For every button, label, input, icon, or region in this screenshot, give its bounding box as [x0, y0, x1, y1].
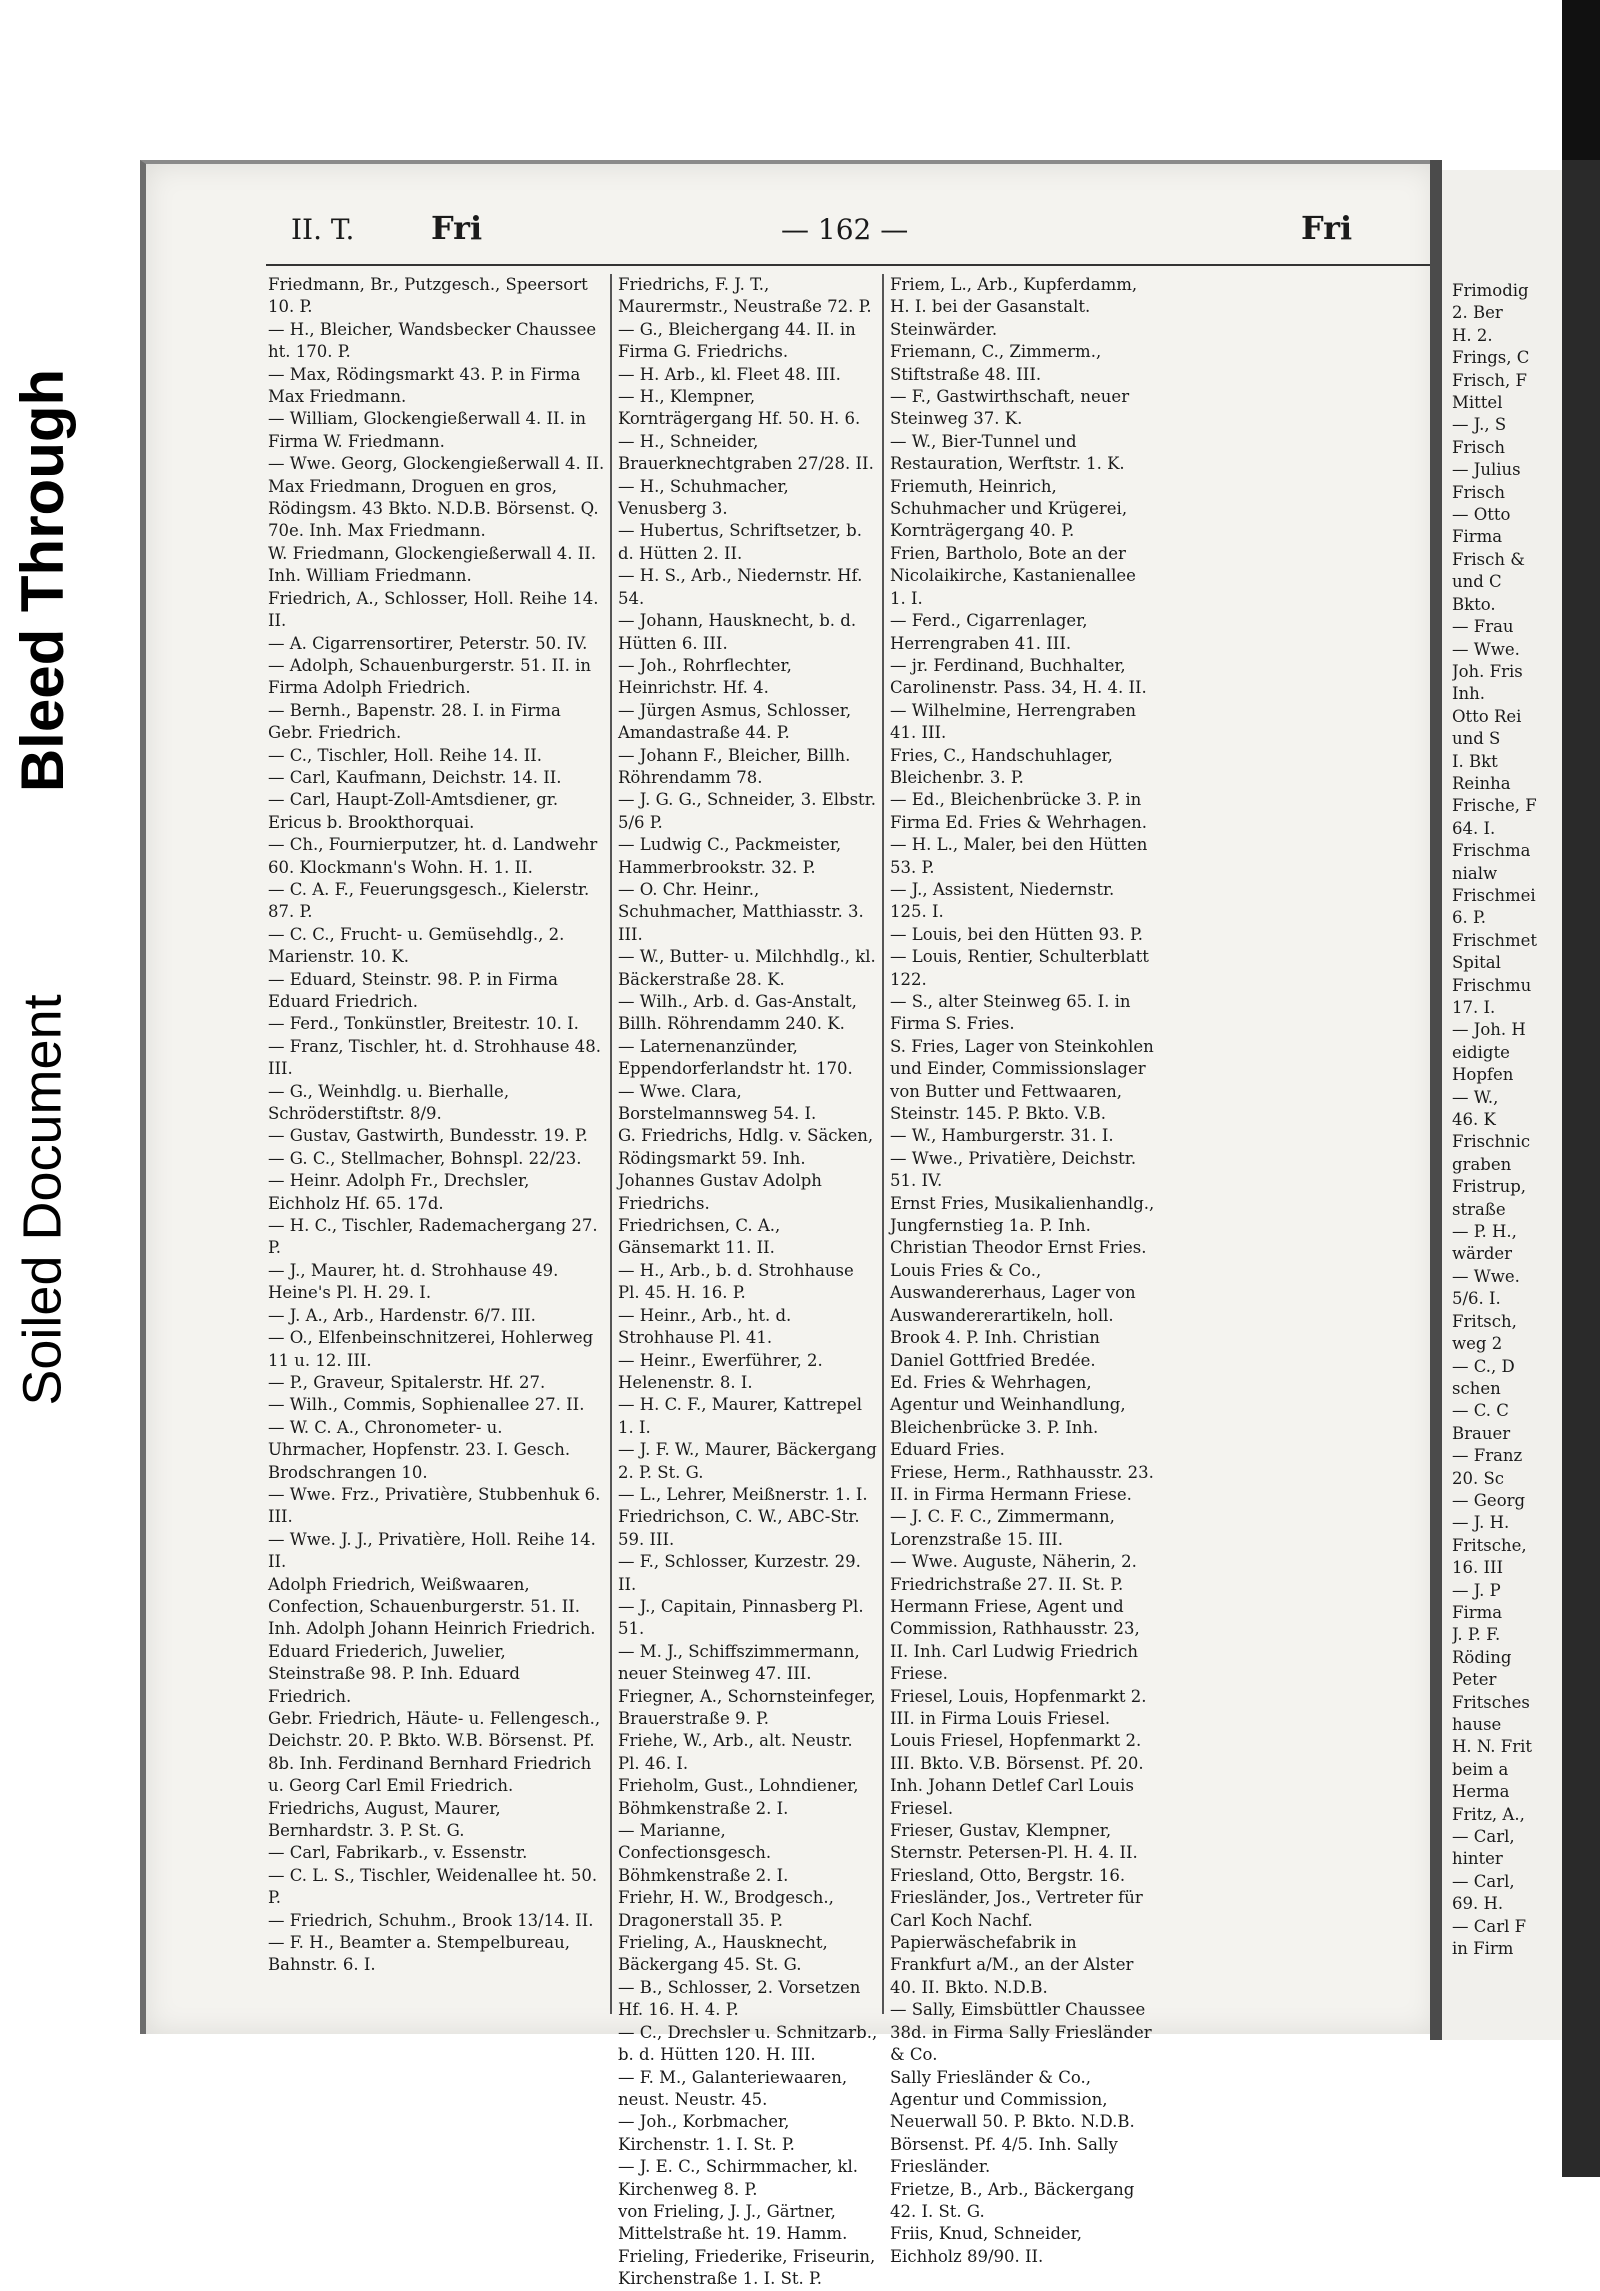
directory-entry: — William, Glockengießerwall 4. II. in Firma W. Friedmann.: [268, 409, 586, 451]
directory-entry: — J., Maurer, ht. d. Strohhause 49. Heine's Pl. H. 29. I.: [268, 1260, 559, 1303]
directory-entry: Frieling, Friederike, Friseurin, Kirchenstraße 1. I. St. P.: [618, 2246, 876, 2289]
directory-entry: und S: [1452, 729, 1501, 749]
directory-entry: — P., Graveur, Spitalerstr. Hf. 27.: [268, 1372, 546, 1392]
directory-entry: hause: [1452, 1715, 1502, 1734]
directory-entry: Peter: [1452, 1670, 1497, 1690]
directory-entry: Frisch, F: [1452, 370, 1527, 390]
directory-entry: Frien, Bartholo, Bote an der Nicolaikirche, Kastanienallee 1. I.: [890, 543, 1136, 608]
directory-entry: 20. Sc: [1452, 1468, 1505, 1488]
directory-entry: — O. Chr. Heinr., Schuhmacher, Matthiasstr. 3. III.: [618, 879, 864, 944]
binding-strip: [1562, 0, 1600, 2177]
directory-entry: H. 2.: [1452, 325, 1493, 345]
directory-entry: Frischmu: [1452, 975, 1532, 995]
directory-entry: — W., Bier-Tunnel und Restauration, Werftstr. 1. K.: [890, 431, 1125, 474]
directory-entry: — W. C. A., Chronometer- u. Uhrmacher, Hopfenstr. 23. I. Gesch. Brodschrangen 10.: [268, 1417, 571, 1482]
directory-entry: — Wwe., Privatière, Deichstr. 51. IV.: [890, 1148, 1137, 1191]
directory-entry: graben: [1452, 1154, 1512, 1174]
directory-entry: — Laternenanzünder, Eppendorferlandstr ht. 170.: [618, 1036, 853, 1079]
directory-entry: — Wwe. Clara, Borstelmannsweg 54. I.: [618, 1081, 817, 1124]
directory-entry: Frings, C: [1452, 348, 1530, 368]
directory-entry: — Wwe. Frz., Privatière, Stubbenhuk 6. III.: [268, 1484, 601, 1527]
directory-entry: Ed. Fries & Wehrhagen, Agentur und Weinhandlung, Bleichenbrücke 3. P. Inh. Eduard Fries.: [890, 1372, 1126, 1460]
directory-entry: — Carl, Haupt-Zoll-Amtsdiener, gr. Ericus b. Brookthorquai.: [268, 790, 559, 832]
directory-entry: — F. H., Beamter a. Stempelbureau, Bahnstr. 6. I.: [268, 1933, 570, 1975]
directory-entry: — F., Schlosser, Kurzestr. 29. II.: [618, 1552, 861, 1594]
directory-entry: — Carl,: [1452, 1871, 1515, 1891]
bleed-through-label: [8, 300, 78, 860]
directory-entry: — H., Arb., b. d. Strohhause Pl. 45. H. 16. P.: [618, 1260, 854, 1303]
column-4: [1452, 280, 1572, 1960]
directory-entry: I. Bkt: [1452, 751, 1498, 771]
directory-entry: — Wwe.: [1452, 639, 1520, 659]
directory-entry: — H., Schneider, Brauerknechtgraben 27/28. II.: [618, 431, 874, 474]
section-label-right: Fri: [1301, 209, 1353, 247]
directory-entry: H. N. Frit: [1452, 1737, 1532, 1757]
directory-entry: Friis, Knud, Schneider, Eichholz 89/90. II.: [890, 2224, 1082, 2266]
column-2: [618, 274, 878, 2291]
directory-entry: Reinha: [1452, 773, 1511, 793]
directory-entry: — Adolph, Schauenburgerstr. 51. II. in Firma Adolph Friedrich.: [268, 655, 592, 698]
column-1: [268, 274, 606, 1977]
directory-entry: Friedrichs, F. J. T., Maurermstr., Neustraße 72. P.: [618, 275, 872, 317]
directory-entry: — C., Tischler, Holl. Reihe 14. II.: [268, 745, 542, 765]
directory-entry: — Wwe. J. J., Privatière, Holl. Reihe 14. II.: [268, 1529, 596, 1572]
directory-entry: 69. H.: [1452, 1894, 1504, 1914]
directory-entry: weg 2: [1452, 1334, 1503, 1354]
directory-entry: — Franz, Tischler, ht. d. Strohhause 48. III.: [268, 1036, 601, 1079]
directory-entry: — Johann F., Bleicher, Billh. Röhrendamm 78.: [618, 745, 851, 787]
directory-entry: Fritsche,: [1452, 1535, 1527, 1555]
directory-entry: Friedrichson, C. W., ABC-Str. 59. III.: [618, 1507, 860, 1549]
directory-entry: nialw: [1452, 863, 1498, 883]
directory-entry: — Julius: [1452, 460, 1521, 480]
directory-entry: Louis Fries & Co., Auswandererhaus, Lager von Auswandererartikeln, holl. Brook 4. P. Inh. Christian Daniel Gottfried Bredée.: [890, 1260, 1136, 1370]
directory-entry: Mittel: [1452, 393, 1503, 413]
directory-entry: Firma: [1452, 527, 1503, 547]
directory-entry: Firma: [1452, 1602, 1503, 1622]
directory-entry: — Ed., Bleichenbrücke 3. P. in Firma Ed. Fries & Wehrhagen.: [890, 790, 1148, 832]
directory-entry: — Joh., Korbmacher, Kirchenstr. 1. I. St. P.: [618, 2112, 795, 2154]
directory-entry: G. Friedrichs, Hdlg. v. Säcken, Rödingsmarkt 59. Inh. Johannes Gustav Adolph Friedrichs.: [618, 1126, 874, 1213]
directory-entry: — Hubertus, Schriftsetzer, b. d. Hütten 2. II.: [618, 521, 862, 563]
directory-entry: 2. Ber: [1452, 303, 1503, 323]
directory-entry: — J. C. F. C., Zimmermann, Lorenzstraße 15. III.: [890, 1507, 1115, 1549]
directory-entry: Adolph Friedrich, Weißwaaren, Confection, Schauenburgerstr. 51. II. Inh. Adolph Johann Heinrich Friedrich.: [268, 1574, 596, 1639]
directory-entry: — Franz: [1452, 1446, 1523, 1466]
directory-entry: 16. III: [1452, 1558, 1504, 1578]
directory-page: [140, 160, 1436, 2289]
directory-entry: — C., Drechsler u. Schnitzarb., b. d. Hütten 120. H. III.: [618, 2022, 878, 2065]
directory-entry: — H. C., Tischler, Rademachergang 27. P.: [268, 1216, 598, 1258]
soiled-document-text: Soiled Document: [13, 994, 74, 1406]
directory-entry: Friemuth, Heinrich, Schuhmacher und Krügerei, Kornträgergang 40. P.: [890, 476, 1128, 541]
directory-entry: — H. L., Maler, bei den Hütten 53. P.: [890, 835, 1148, 877]
directory-entry: Louis Friesel, Hopfenmarkt 2. III. Bkto. V.B. Börsenst. Pf. 20. Inh. Johann Detlef Carl Louis Friesel.: [890, 1731, 1144, 1818]
directory-entry: — C. A. F., Feuerungsgesch., Kielerstr. 87. P.: [268, 879, 590, 922]
header-rule: [266, 264, 1436, 266]
directory-entry: — W., Butter- u. Milchhdlg., kl. Bäckerstraße 28. K.: [618, 947, 876, 989]
directory-entry: — W., Hamburgerstr. 31. I.: [890, 1126, 1114, 1146]
directory-entry: — J. F. W., Maurer, Bäckergang 2. P. St. G.: [618, 1440, 877, 1482]
directory-entry: — C. L. S., Tischler, Weidenallee ht. 50. P.: [268, 1865, 598, 1908]
directory-entry: — G. C., Stellmacher, Bohnspl. 22/23.: [268, 1148, 582, 1168]
directory-entry: — Bernh., Bapenstr. 28. I. in Firma Gebr. Friedrich.: [268, 700, 561, 743]
directory-entry: Frietze, B., Arb., Bäckergang 42. I. St. G.: [890, 2179, 1135, 2221]
directory-entry: Frieser, Gustav, Klempner, Sternstr. Petersen-Pl. H. 4. II.: [890, 1821, 1138, 1863]
directory-entry: — Ferd., Cigarrenlager, Herrengraben 41. III.: [890, 611, 1088, 653]
directory-entry: Frischma: [1452, 841, 1531, 861]
directory-entry: Fries, C., Handschuhlager, Bleichenbr. 3. P.: [890, 745, 1113, 787]
directory-entry: — J., S: [1452, 415, 1507, 435]
directory-entry: Eduard Friederich, Juwelier, Steinstraße 98. P. Inh. Eduard Friedrich.: [268, 1641, 520, 1706]
soiled-document-label: [8, 920, 78, 1480]
directory-entry: — C. C: [1452, 1401, 1509, 1421]
directory-entry: Friegner, A., Schornsteinfeger, Brauerstraße 9. P.: [618, 1686, 876, 1728]
section-label-left: Fri: [431, 209, 483, 247]
directory-entry: Otto Rei: [1452, 706, 1522, 726]
directory-entry: von Frieling, J. J., Gärtner, Mittelstraße ht. 19. Hamm.: [618, 2201, 848, 2244]
directory-entry: — jr. Ferdinand, Buchhalter, Carolinenstr. Pass. 34, H. 4. II.: [890, 655, 1147, 698]
directory-entry: Frischmet: [1452, 930, 1537, 950]
directory-entry: — O., Elfenbeinschnitzerei, Hohlerweg 11 u. 12. III.: [268, 1328, 594, 1370]
directory-entry: — Marianne, Confectionsgesch. Böhmkenstraße 2. I.: [618, 1821, 789, 1885]
directory-entry: in Firm: [1452, 1939, 1514, 1959]
directory-entry: — J. H.: [1452, 1513, 1510, 1533]
directory-entry: Sally Friesländer & Co., Agentur und Commission, Neuerwall 50. P. Bkto. N.D.B. Börsenst. Pf. 4/5. Inh. Sally Friesländer.: [890, 2067, 1135, 2177]
directory-entry: Röding: [1452, 1647, 1512, 1667]
directory-entry: Friedmann, Br., Putzgesch., Speersort 10. P.: [268, 275, 588, 317]
directory-entry: Friemann, C., Zimmerm., Stiftstraße 48. III.: [890, 342, 1102, 384]
directory-entry: — J. A., Arb., Hardenstr. 6/7. III.: [268, 1305, 536, 1325]
directory-entry: — H., Klempner, Kornträgergang Hf. 50. H. 6.: [618, 387, 861, 429]
directory-entry: wärder: [1452, 1244, 1513, 1264]
directory-entry: beim a: [1452, 1759, 1509, 1779]
directory-entry: — G., Bleichergang 44. II. in Firma G. Friedrichs.: [618, 319, 856, 362]
directory-entry: Frischnic: [1452, 1132, 1531, 1152]
directory-entry: Friedrichsen, C. A., Gänsemarkt 11. II.: [618, 1216, 781, 1258]
directory-entry: Frisch: [1452, 437, 1505, 457]
directory-entry: Frimodig: [1452, 281, 1529, 300]
directory-entry: Friehe, W., Arb., alt. Neustr. Pl. 46. I.: [618, 1731, 853, 1773]
directory-entry: — J. E. C., Schirmmacher, kl. Kirchenweg 8. P.: [618, 2157, 859, 2199]
directory-entry: Friese, Herm., Rathhausstr. 23. II. in Firma Hermann Friese.: [890, 1462, 1154, 1504]
directory-entry: — B., Schlosser, 2. Vorsetzen Hf. 16. H. 4. P.: [618, 1977, 861, 2020]
directory-entry: S. Fries, Lager von Steinkohlen und Einder, Commissionslager von Butter und Fettwaaren, Steinstr. 145. P. Bkto. V.B.: [890, 1036, 1154, 1124]
directory-entry: — Friedrich, Schuhm., Brook 13/14. II.: [268, 1910, 594, 1930]
directory-entry: — Eduard, Steinstr. 98. P. in Firma Eduard Friedrich.: [268, 969, 558, 1011]
directory-entry: — Frau: [1452, 617, 1514, 637]
column-divider: [610, 274, 612, 2014]
directory-entry: — Wilh., Arb. d. Gas-Anstalt, Billh. Röhrendamm 240. K.: [618, 992, 857, 1034]
directory-entry: — J., Capitain, Pinnasberg Pl. 51.: [618, 1596, 864, 1639]
directory-entry: Friesel, Louis, Hopfenmarkt 2. III. in Firma Louis Friesel.: [890, 1686, 1147, 1728]
directory-entry: Friesland, Otto, Bergstr. 16.: [890, 1865, 1126, 1885]
directory-entry: — Max, Rödingsmarkt 43. P. in Firma Max Friedmann.: [268, 364, 581, 407]
directory-entry: Friesländer, Jos., Vertreter für Carl Koch Nachf. Papierwäschefabrik in Frankfurt a/M., an der Alster 40. II. Bkto. N.D.B.: [890, 1888, 1143, 1997]
directory-entry: Spital: [1452, 953, 1501, 973]
directory-entry: — H. C. F., Maurer, Kattrepel 1. I.: [618, 1395, 863, 1437]
directory-entry: — Carl, Fabrikarb., v. Essenstr.: [268, 1843, 528, 1863]
directory-entry: Fritsches: [1452, 1692, 1530, 1712]
directory-entry: — Otto: [1452, 505, 1511, 525]
directory-entry: Friedrichs, August, Maurer, Bernhardstr. 3. P. St. G.: [268, 1798, 501, 1841]
directory-entry: — Sally, Eimsbüttler Chaussee 38d. in Firma Sally Friesländer & Co.: [890, 2000, 1152, 2065]
directory-entry: — Heinr., Arb., ht. d. Strohhause Pl. 41.: [618, 1305, 792, 1348]
directory-entry: — Carl, Kaufmann, Deichstr. 14. II.: [268, 767, 562, 787]
directory-entry: Fritz, A.,: [1452, 1804, 1525, 1824]
directory-entry: 17. I.: [1452, 998, 1496, 1017]
directory-entry: Friedrich, A., Schlosser, Holl. Reihe 14. II.: [268, 588, 599, 631]
directory-entry: Frisch &: [1452, 549, 1525, 569]
volume-label: II. T.: [291, 213, 355, 246]
directory-entry: — A. Cigarrensortirer, Peterstr. 50. IV.: [268, 633, 588, 653]
directory-entry: — Heinr. Adolph Fr., Drechsler, Eichholz Hf. 65. 17d.: [268, 1171, 530, 1213]
directory-entry: Friem, L., Arb., Kupferdamm, H. I. bei der Gasanstalt. Steinwärder.: [890, 275, 1138, 339]
page-header: [291, 209, 1391, 257]
directory-entry: Fristrup,: [1452, 1177, 1527, 1197]
directory-entry: straße: [1452, 1199, 1506, 1219]
directory-entry: — J., Assistent, Niedernstr. 125. I.: [890, 879, 1115, 922]
directory-entry: — Wwe.: [1452, 1266, 1520, 1286]
directory-entry: Inh.: [1452, 684, 1486, 704]
directory-entry: — C., D: [1452, 1356, 1515, 1376]
directory-entry: — M. J., Schiffszimmermann, neuer Steinweg 47. III.: [618, 1641, 860, 1684]
directory-entry: 6. P.: [1452, 908, 1486, 928]
directory-entry: — P. H.,: [1452, 1222, 1517, 1242]
directory-entry: — Ch., Fournierputzer, ht. d. Landwehr 60. Klockmann's Wohn. H. 1. II.: [268, 835, 598, 877]
directory-entry: — J. G. G., Schneider, 3. Elbstr. 5/6 P.: [618, 790, 876, 832]
directory-entry: — Gustav, Gastwirth, Bundesstr. 19. P.: [268, 1126, 588, 1146]
directory-entry: hinter: [1452, 1849, 1503, 1869]
directory-entry: Frieholm, Gust., Lohndiener, Böhmkenstraße 2. I.: [618, 1776, 859, 1818]
directory-entry: — L., Lehrer, Meißnerstr. 1. I.: [618, 1484, 868, 1504]
directory-entry: — Carl,: [1452, 1827, 1515, 1847]
column-3: [890, 274, 1156, 2268]
directory-entry: — H. Arb., kl. Fleet 48. III.: [618, 364, 841, 384]
directory-entry: Frischmei: [1452, 885, 1536, 905]
directory-entry: 46. K: [1452, 1110, 1496, 1130]
directory-entry: Brauer: [1452, 1423, 1511, 1443]
directory-entry: und C: [1452, 572, 1502, 592]
directory-entry: — F., Gastwirthschaft, neuer Steinweg 37. K.: [890, 387, 1130, 429]
directory-entry: — Joh., Rohrflechter, Heinrichstr. Hf. 4.: [618, 655, 792, 698]
directory-entry: Gebr. Friedrich, Häute- u. Fellengesch., Deichstr. 20. P. Bkto. W.B. Börsenst. Pf. 8b. Inh. Ferdinand Bernhard Friedrich u. Georg Carl Emil Friedrich.: [268, 1709, 601, 1796]
directory-entry: — Wilh., Commis, Sophienallee 27. II.: [268, 1395, 585, 1415]
directory-entry: J. P. F.: [1452, 1625, 1501, 1645]
directory-entry: Friehr, H. W., Brodgesch., Dragonerstall 35. P.: [618, 1888, 834, 1930]
directory-entry: — W.,: [1452, 1087, 1499, 1107]
directory-entry: 5/6. I.: [1452, 1289, 1501, 1309]
page-number: — 162 —: [781, 213, 909, 246]
directory-entry: — Heinr., Ewerführer, 2. Helenenstr. 8. I.: [618, 1350, 823, 1392]
directory-entry: Fritsch,: [1452, 1311, 1517, 1331]
directory-entry: Frisch: [1452, 482, 1505, 502]
directory-entry: — J. P: [1452, 1580, 1501, 1600]
directory-entry: Max Friedmann, Droguen en gros, Rödingsm. 43 Bkto. N.D.B. Börsenst. Q. 70e. Inh. Max Friedmann.: [268, 476, 599, 541]
bleed-through-text: Bleed Through: [9, 368, 77, 792]
directory-entry: — H. S., Arb., Niedernstr. Hf. 54.: [618, 566, 863, 608]
directory-entry: schen: [1452, 1378, 1501, 1398]
directory-entry: Bkto.: [1452, 594, 1496, 614]
directory-entry: — Wwe. Georg, Glockengießerwall 4. II.: [268, 454, 605, 474]
directory-entry: — C. C., Frucht- u. Gemüsehdlg., 2. Marienstr. 10. K.: [268, 924, 565, 967]
directory-entry: Hopfen: [1452, 1065, 1514, 1085]
page-edge: [1430, 160, 1442, 2040]
directory-entry: W. Friedmann, Glockengießerwall 4. II. Inh. William Friedmann.: [268, 543, 597, 586]
directory-entry: — G., Weinhdlg. u. Bierhalle, Schröderstiftstr. 8/9.: [268, 1081, 510, 1124]
directory-entry: — Ludwig C., Packmeister, Hammerbrookstr. 32. P.: [618, 835, 842, 877]
directory-entry: — S., alter Steinweg 65. I. in Firma S. Fries.: [890, 992, 1131, 1034]
directory-entry: — Wilhelmine, Herrengraben 41. III.: [890, 700, 1137, 743]
column-divider: [882, 274, 884, 2014]
directory-entry: — Louis, Rentier, Schulterblatt 122.: [890, 947, 1149, 989]
directory-entry: Hermann Friese, Agent und Commission, Rathhausstr. 23, II. Inh. Carl Ludwig Friedrich Friese.: [890, 1596, 1140, 1684]
directory-entry: — Jürgen Asmus, Schlosser, Amandastraße 44. P.: [618, 700, 852, 743]
directory-entry: Herma: [1452, 1782, 1510, 1802]
directory-entry: — H., Schuhmacher, Venusberg 3.: [618, 476, 789, 519]
directory-entry: Frische, F: [1452, 796, 1537, 816]
directory-entry: — Ferd., Tonkünstler, Breitestr. 10. I.: [268, 1014, 579, 1034]
directory-entry: — Carl F: [1452, 1916, 1527, 1936]
directory-entry: Joh. Fris: [1452, 661, 1523, 681]
directory-entry: — Georg: [1452, 1490, 1526, 1510]
directory-entry: eidigte: [1452, 1042, 1510, 1062]
directory-entry: Frieling, A., Hausknecht, Bäckergang 45. St. G.: [618, 1933, 828, 1975]
directory-entry: — F. M., Galanteriewaaren, neust. Neustr. 45.: [618, 2067, 848, 2109]
directory-entry: — Johann, Hausknecht, b. d. Hütten 6. III.: [618, 611, 857, 653]
directory-entry: — Joh. H: [1452, 1020, 1526, 1040]
directory-entry: — Wwe. Auguste, Näherin, 2. Friedrichstraße 27. II. St. P.: [890, 1552, 1137, 1594]
directory-entry: Ernst Fries, Musikalienhandlg., Jungfernstieg 1a. P. Inh. Christian Theodor Ernst Fries.: [890, 1193, 1155, 1258]
directory-entry: — Louis, bei den Hütten 93. P.: [890, 924, 1143, 944]
directory-entry: — H., Bleicher, Wandsbecker Chaussee ht. 170. P.: [268, 319, 597, 362]
directory-entry: 64. I.: [1452, 818, 1496, 838]
